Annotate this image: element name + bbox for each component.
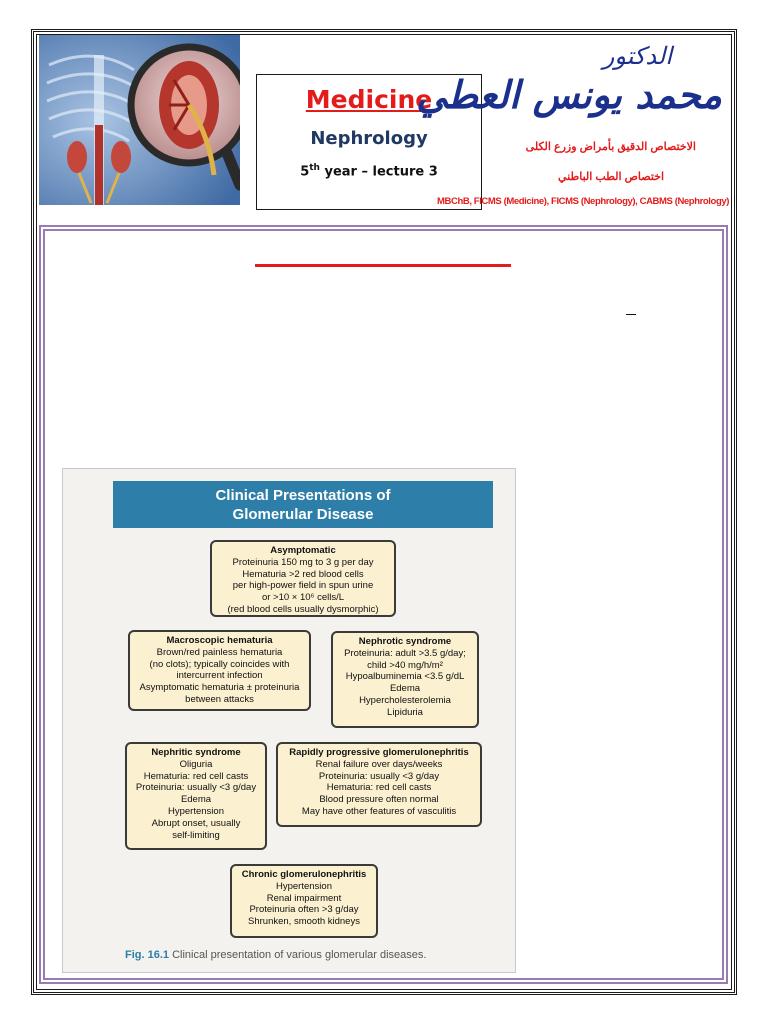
author-specialty-nephrology: الاختصاص الدقيق بأمراض وزرع الكلى (525, 141, 696, 153)
box-line: Edema (389, 683, 421, 695)
course-title: Medicine (305, 85, 433, 114)
lecture-info (257, 163, 481, 179)
box-heading: Macroscopic hematuria (166, 635, 273, 646)
author-specialty-internal-medicine: اختصاص الطب الباطني (557, 171, 664, 183)
box-line: Proteinuria often >3 g/day (249, 904, 359, 916)
figure-banner (113, 481, 493, 528)
box-line: Oliguria (179, 758, 213, 770)
box-line: Renal failure over days/weeks (315, 758, 443, 770)
box-line: Proteinuria: adult >3.5 g/day; (344, 647, 466, 659)
box-line: Renal impairment (266, 892, 342, 904)
box-heading: Chronic glomerulonephritis (241, 869, 367, 880)
box-line: May have other features of vasculitis (301, 805, 457, 817)
box-line: Hypoalbuminemia <3.5 g/dL (345, 671, 465, 683)
asymptomatic-box (210, 540, 396, 617)
box-line: Shrunken, smooth kidneys (248, 916, 360, 928)
box-line: Hypercholesterolemia (359, 694, 451, 706)
box-line: Hypertension (168, 805, 224, 817)
box-line: Hematuria: red cell casts (326, 782, 432, 794)
figure-caption (125, 949, 426, 961)
box-heading: Nephrotic syndrome (358, 636, 452, 647)
course-subtitle: Nephrology (310, 128, 428, 149)
author-name: محمد يونس العطي (416, 72, 722, 117)
box-line: child >40 mg/h/m² (367, 659, 443, 671)
box-line: Proteinuria: usually <3 g/day (318, 770, 440, 782)
box-line: between attacks (185, 693, 254, 705)
box-line: Hematuria: red cell casts (143, 770, 249, 782)
kidney-anatomy-image (39, 35, 240, 205)
year-suffix: th (309, 163, 320, 173)
macroscopic-hematuria-box (128, 630, 311, 711)
lecture-label: year – lecture 3 (319, 164, 438, 180)
box-line: per high-power field in spun urine (232, 580, 374, 592)
box-line: Proteinuria 150 mg to 3 g per day (232, 556, 374, 568)
chronic-glomerulonephritis-box (230, 864, 378, 938)
nephritic-syndrome-box (125, 742, 267, 850)
box-heading: Asymptomatic (270, 545, 336, 556)
figure-caption-text: Clinical presentation of various glomerular diseases. (172, 949, 427, 961)
box-line: Proteinuria: usually <3 g/day (135, 782, 257, 794)
glomerular-disease-figure (62, 468, 516, 973)
box-heading: Nephritic syndrome (151, 747, 241, 758)
year-number: 5 (300, 164, 310, 180)
author-degrees: MBChB, FICMS (Medicine), FICMS (Nephrology), CABMS (Nephrology) (437, 196, 729, 207)
red-title-underline (255, 264, 511, 267)
box-line: Abrupt onset, usually (151, 817, 241, 829)
box-line: Lipiduria (387, 706, 423, 718)
author-block (416, 36, 734, 216)
dash-mark (626, 314, 636, 315)
box-line: Asymptomatic hematuria ± proteinuria (139, 682, 300, 694)
box-line: Brown/red painless hematuria (156, 646, 283, 658)
box-line: self-limiting (172, 829, 220, 841)
box-heading: Rapidly progressive glomerulonephritis (289, 747, 469, 758)
box-line: Hypertension (276, 880, 332, 892)
box-line: Edema (180, 794, 212, 806)
figure-banner-line-2: Glomerular Disease (232, 506, 374, 523)
figure-banner-line-1: Clinical Presentations of (215, 487, 391, 504)
nephrotic-syndrome-box (331, 631, 479, 728)
author-title: الدكتور (602, 42, 672, 70)
figure-number: Fig. 16.1 (125, 949, 170, 961)
box-line: Blood pressure often normal (319, 794, 439, 806)
box-line: intercurrent infection (176, 670, 263, 682)
box-line: (no clots); typically coincides with (149, 658, 290, 670)
box-line: (red blood cells usually dysmorphic) (227, 603, 379, 615)
box-line: or >10 × 10⁶ cells/L (261, 592, 345, 604)
rpgn-box (276, 742, 482, 827)
box-line: Hematuria >2 red blood cells (242, 568, 364, 580)
